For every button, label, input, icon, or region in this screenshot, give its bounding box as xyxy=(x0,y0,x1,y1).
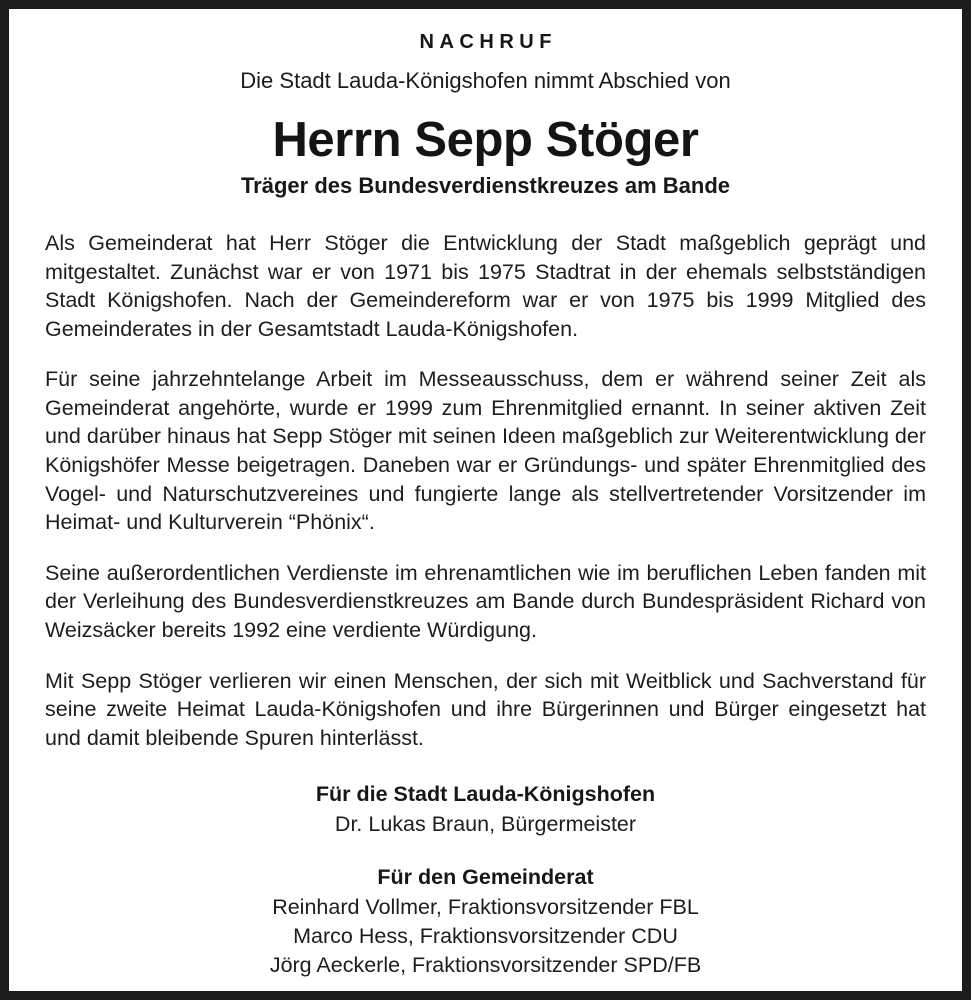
signature-line: Reinhard Vollmer, Fraktionsvorsitzender FBL xyxy=(272,895,699,920)
signature-block-city xyxy=(35,782,936,839)
notice-body xyxy=(35,229,936,753)
body-paragraph: Mit Sepp Stöger verlieren wir einen Menschen, der sich mit Weitblick und Sachverstand für seine zweite Heimat Lauda-Königshofen und ihre Bürgerinnen und Bürger eingesetzt hat und damit bleibende Spuren hinterlässt. xyxy=(45,668,926,750)
body-paragraph: Seine außerordentlichen Verdienste im ehrenamtlichen wie im beruflichen Leben fanden mit der Verleihung des Bundesverdienstkreuzes am Bande durch Bundespräsident Richard von Weizsäcker bereits 1992 eine verdiente Würdigung. xyxy=(45,560,926,643)
signature-line: Dr. Lukas Braun, Bürgermeister xyxy=(334,812,637,837)
signature-line: Jörg Aeckerle, Fraktionsvorsitzender SPD/FB xyxy=(269,953,702,978)
notice-lead-line: Die Stadt Lauda-Königshofen nimmt Abschied von xyxy=(240,68,731,93)
honoree-name: Herrn Sepp Stöger xyxy=(272,113,699,167)
signature-line: Marco Hess, Fraktionsvorsitzender CDU xyxy=(293,924,678,949)
signature-heading: Für die Stadt Lauda-Königshofen xyxy=(315,782,656,807)
signature-heading: Für den Gemeinderat xyxy=(377,865,594,890)
notice-kicker: NACHRUF xyxy=(419,31,557,53)
body-paragraph: Als Gemeinderat hat Herr Stöger die Entwicklung der Stadt maßgeblich geprägt und mitgestaltet. Zunächst war er von 1971 bis 1975 Stadtrat in der ehemals selbstständigen Stadt Königshofen. Nach der Gemeindereform war er von 1975 bis 1999 Mitglied des Gemeinderates in der Gesamtstadt Lauda-Königshofen. xyxy=(45,230,926,341)
obituary-notice-page xyxy=(9,9,962,991)
signature-block-council xyxy=(35,865,936,980)
body-paragraph: Für seine jahrzehntelange Arbeit im Messeausschuss, dem er während seiner Zeit als Gemeinderat angehörte, wurde er 1999 zum Ehrenmitglied ernannt. In seiner aktiven Zeit und darüber hinaus hat Sepp Stöger mit seinen Ideen maßgeblich zur Weiterentwicklung der Königshöfer Messe beigetragen. Daneben war er Gründungs- und später Ehrenmitglied des Vogel- und Naturschutzvereines und fungierte lange als stellvertretender Vorsitzender im Heimat- und Kulturverein “Phönix“. xyxy=(45,367,926,535)
honoree-title: Träger des Bundesverdienstkreuzes am Bande xyxy=(240,172,731,198)
